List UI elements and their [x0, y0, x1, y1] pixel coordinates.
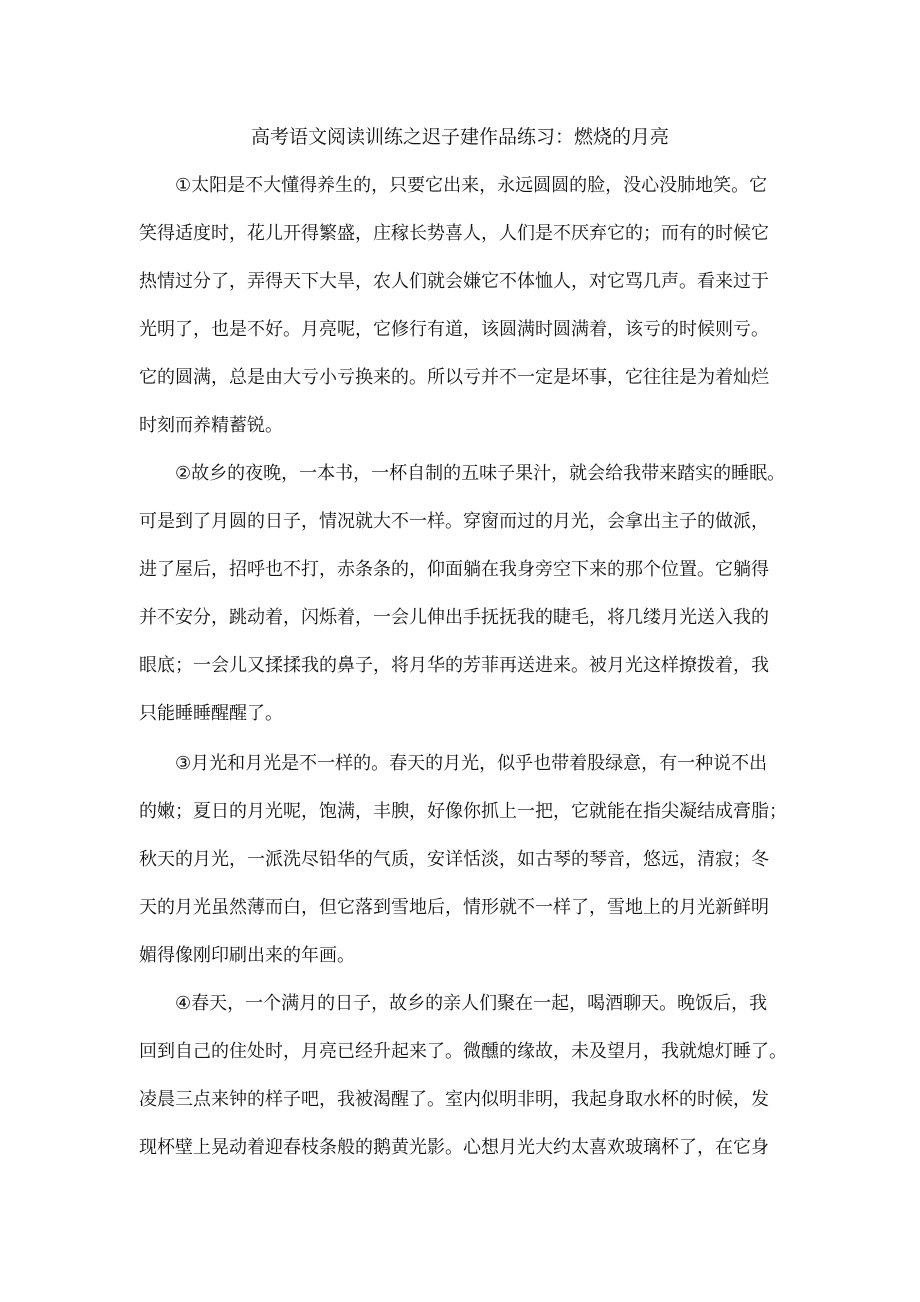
document-title: 高考语文阅读训练之迟子建作品练习：燃烧的月亮 [250, 126, 669, 148]
paragraph-line: 可是到了月圆的日子，情况就大不一样。穿窗而过的月光，会拿出主子的做派， [139, 511, 769, 532]
paragraph-line: 它的圆满，总是由大亏小亏换来的。所以亏并不一定是坏事，它往往是为着灿烂 [139, 367, 769, 388]
paragraph-line: 只能睡睡醒醒了。 [139, 703, 283, 724]
paragraph-line: ②故乡的夜晚，一本书，一杯自制的五味子果汁，就会给我带来踏实的睡眠。 [175, 463, 786, 484]
paragraph-line: 现杯壁上晃动着迎春枝条般的鹅黄光影。心想月光大约太喜欢玻璃杯了，在它身 [139, 1137, 769, 1158]
paragraph-line: 笑得适度时，花儿开得繁盛，庄稼长势喜人，人们是不厌弃它的；而有的时候它 [139, 223, 769, 244]
paragraph-line: 天的月光虽然薄而白，但它落到雪地后，情形就不一样了，雪地上的月光新鲜明 [139, 897, 769, 918]
paragraph-line: 时刻而养精蓄锐。 [139, 415, 283, 436]
paragraph-line: 秋天的月光，一派洗尽铅华的气质，安详恬淡，如古琴的琴音，悠远，清寂；冬 [139, 849, 769, 870]
paragraph-line: ④春天，一个满月的日子，故乡的亲人们聚在一起，喝酒聊天。晚饭后，我 [175, 993, 768, 1014]
paragraph-line: 回到自己的住处时，月亮已经升起来了。微醺的缘故，未及望月，我就熄灯睡了。 [139, 1041, 787, 1062]
paragraph-line: 的嫩；夏日的月光呢，饱满，丰腴，好像你抓上一把，它就能在指尖凝结成膏脂； [139, 801, 787, 822]
paragraph-line: 媚得像刚印刷出来的年画。 [139, 945, 355, 966]
paragraph-line: ①太阳是不大懂得养生的，只要它出来，永远圆圆的脸，没心没肺地笑。它 [175, 175, 768, 196]
paragraph-line: 眼底；一会儿又揉揉我的鼻子，将月华的芳菲再送进来。被月光这样撩拨着，我 [139, 655, 769, 676]
paragraph-line: 凌晨三点来钟的样子吧，我被渴醒了。室内似明非明，我起身取水杯的时候，发 [139, 1089, 769, 1110]
paragraph-line: 热情过分了，弄得天下大旱，农人们就会嫌它不体恤人，对它骂几声。看来过于 [139, 271, 769, 292]
paragraph-line: 并不安分，跳动着，闪烁着，一会儿伸出手抚抚我的睫毛，将几缕月光送入我的 [139, 607, 769, 628]
paragraph-line: 进了屋后，招呼也不打，赤条条的，仰面躺在我身旁空下来的那个位置。它躺得 [139, 559, 769, 580]
paragraph-line: 光明了，也是不好。月亮呢，它修行有道，该圆满时圆满着，该亏的时候则亏。 [139, 319, 769, 340]
paragraph-line: ③月光和月光是不一样的。春天的月光，似乎也带着股绿意，有一种说不出 [175, 753, 768, 774]
